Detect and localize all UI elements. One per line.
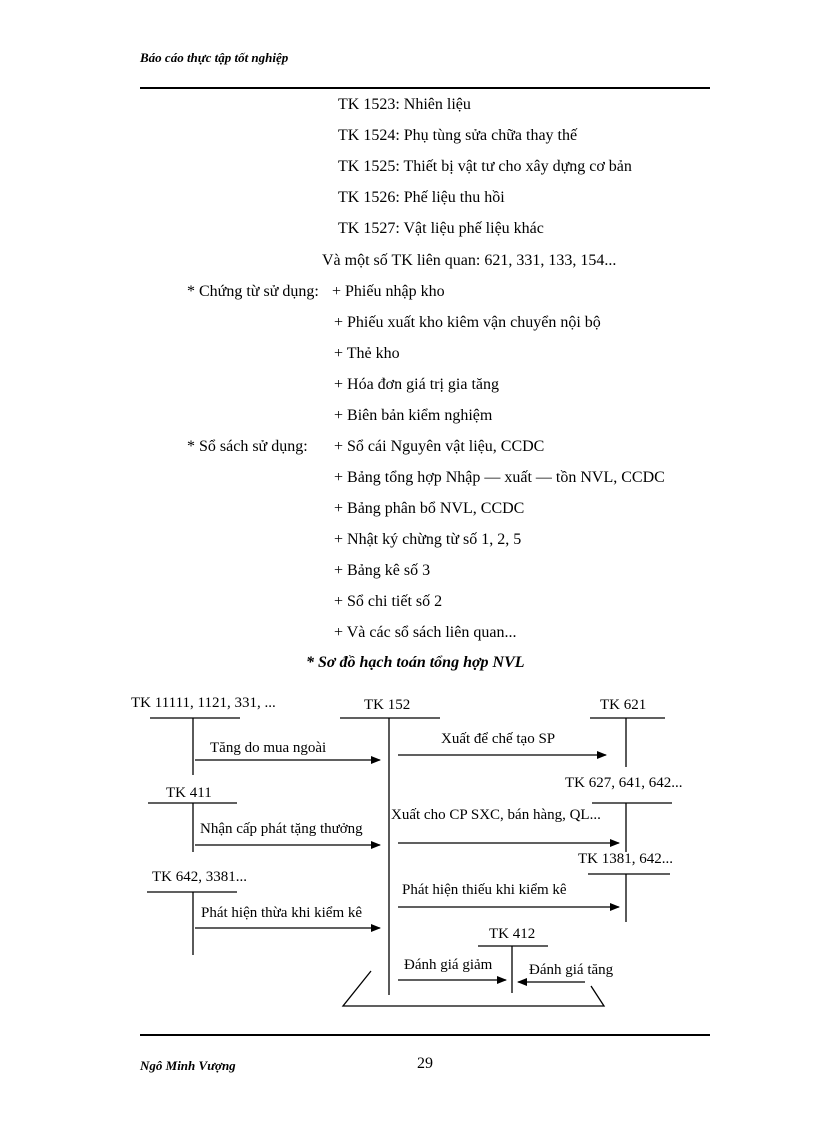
book-item: + Bảng tổng hợp Nhập — xuất — tồn NVL, CCDC	[334, 469, 665, 486]
flow-export-sp-label: Xuất để chế tạo SP	[441, 731, 556, 747]
account-line: TK 1523: Nhiên liệu	[338, 96, 471, 113]
flow-buy-label: Tăng do mua ngoài	[210, 740, 327, 756]
flow-shortage-label: Phát hiện thiếu khi kiểm kê	[402, 882, 567, 898]
tk627-label: TK 627, 641, 642...	[565, 775, 683, 791]
document-item: + Biên bản kiểm nghiệm	[334, 407, 493, 424]
book-item: + Bảng kê số 3	[334, 562, 431, 579]
document-item: + Phiếu nhập kho	[332, 283, 445, 300]
related-accounts: Và một số TK liên quan: 621, 331, 133, 154...	[322, 252, 617, 269]
account-line: TK 1525: Thiết bị vật tư cho xây dựng cơ bản	[338, 158, 632, 175]
document-item: + Thẻ kho	[334, 345, 400, 362]
header-title: Báo cáo thực tập tốt nghiệp	[140, 50, 289, 65]
tk412-label: TK 412	[489, 926, 536, 942]
flow-revalue-down-label: Đánh giá giảm	[404, 957, 493, 973]
book-item: + Sổ cái Nguyên vật liệu, CCDC	[334, 438, 545, 455]
tk642-label: TK 642, 3381...	[152, 869, 247, 885]
account-line: TK 1526: Phế liệu thu hồi	[338, 189, 505, 206]
page-number: 29	[417, 1055, 433, 1072]
flow-received-label: Nhận cấp phát tặng thưởng	[200, 821, 363, 837]
book-item: + Sổ chi tiết số 2	[334, 593, 443, 610]
document-item: + Hóa đơn giá trị gia tăng	[334, 376, 499, 393]
book-item: + Nhật ký chừng từ số 1, 2, 5	[334, 531, 522, 548]
tk1381-label: TK 1381, 642...	[578, 851, 673, 867]
account-line: TK 1527: Vật liệu phế liệu khác	[338, 220, 544, 237]
flow-surplus-label: Phát hiện thừa khi kiểm kê	[201, 905, 363, 921]
document-item: + Phiếu xuất kho kiêm vận chuyển nội bộ	[334, 314, 601, 331]
account-line: TK 1524: Phụ tùng sửa chữa thay thế	[338, 127, 578, 144]
footer-author: Ngô Minh Vượng	[140, 1058, 236, 1073]
diagram-title: * Sơ đồ hạch toán tổng hợp NVL	[306, 654, 525, 671]
book-item: + Và các sổ sách liên quan...	[334, 624, 517, 641]
tk621-label: TK 621	[600, 697, 647, 713]
documents-label: * Chứng từ sử dụng:	[187, 283, 319, 300]
flow-export-cp-label: Xuất cho CP SXC, bán hàng, QL...	[391, 807, 601, 823]
book-item: + Bảng phân bổ NVL, CCDC	[334, 500, 525, 517]
books-label: * Sổ sách sử dụng:	[187, 438, 308, 455]
flow-revalue-up-label: Đánh giá tăng	[529, 962, 614, 978]
tk152-label: TK 152	[364, 697, 411, 713]
footer-rule	[140, 1034, 710, 1036]
tk111-label: TK 11111, 1121, 331, ...	[131, 695, 276, 711]
tk411-label: TK 411	[166, 785, 212, 801]
